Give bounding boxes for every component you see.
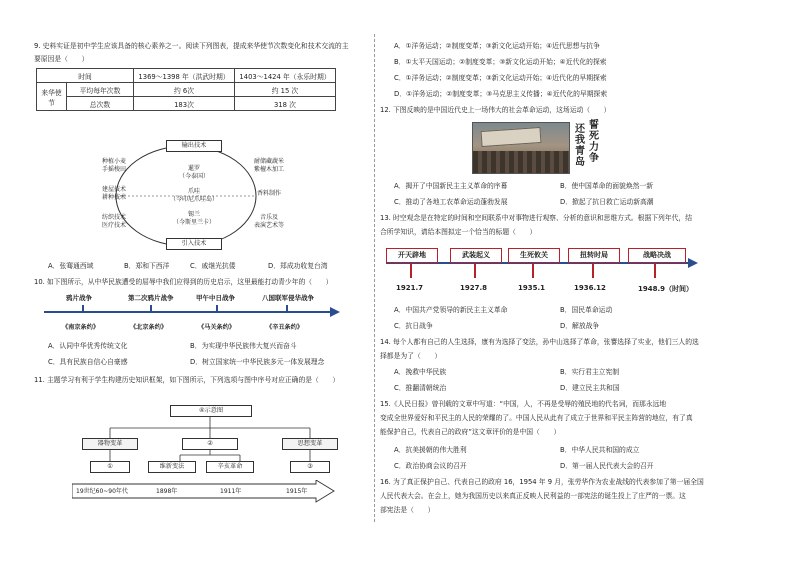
q11-option-c[interactable]: C．①洋务运动；②制度变革；③新文化运动开始；④近代化的早期探索 (394, 74, 607, 82)
q13-date: 1927.8 (460, 284, 488, 292)
q15-option-c[interactable]: C．政治协商会议的召开 (394, 462, 467, 470)
q10-treaty: 《南京条约》 (62, 324, 100, 331)
q13-tick (654, 264, 656, 278)
tech-label-right-3: 音乐及 表演艺术等 (253, 214, 284, 229)
q14-option-d[interactable]: D．建立民主共和国 (560, 384, 620, 392)
q15-option-a[interactable]: A．抗美援朝的伟大胜利 (394, 446, 467, 454)
q10-option-d[interactable]: D．树立国家统一中华民族多元一体发展理念 (190, 358, 325, 366)
q12-option-c[interactable]: C．推动了各地工农革命运动蓬勃发展 (394, 198, 508, 206)
q10-axis-arrow-icon (330, 306, 342, 318)
table-row-group: 来华使节 (37, 83, 67, 111)
q13-date: 1936.12 (574, 284, 606, 292)
q10-tick (286, 305, 288, 312)
q13-tick (474, 264, 476, 278)
q11-stem: 11. 主题学习有利于学生构建历史知识框架，如下图所示，下列选项与图中序号对应正确的是（ ） (34, 376, 340, 384)
q13-event-box: 生死攸关 (508, 248, 560, 263)
q9-option-c[interactable]: C．戚继光抗倭 (190, 262, 236, 270)
q13-option-b[interactable]: B．国民革命运动 (560, 306, 613, 314)
tech-label-right-2: 香料制作 (256, 190, 281, 197)
q10-event: 鸦片战争 (66, 294, 92, 302)
q11-option-b[interactable]: B．①太平天国运动；②制度变革；③新文化运动开始；④近代化的探索 (394, 58, 607, 66)
tech-label-left-1: 种植小麦 手摇梭田 (101, 158, 126, 173)
q16-stem-line3: 部宪法是（ ） (380, 506, 435, 514)
q11-top-box: ④示意图 (170, 405, 252, 417)
q11-time-4: 1915年 (286, 488, 308, 495)
q10-tick (150, 305, 152, 312)
table-header-time: 时间 (37, 69, 134, 83)
tech-label-left-3: 纺织技术 医疗技术 (101, 214, 126, 229)
q12-stem: 12. 下图反映的是中国近代史上一场伟大的社会革命运动，这场运动（ ） (380, 106, 611, 114)
q11-node-2: ② (182, 438, 238, 450)
may-fourth-protest-photo (472, 122, 570, 174)
q11-node-xinhai: 辛亥革命 (206, 461, 254, 473)
q9-option-d[interactable]: D．郑成功收复台湾 (268, 262, 328, 270)
q9-envoy-table (36, 68, 336, 111)
q13-option-c[interactable]: C．抗日战争 (394, 322, 433, 330)
q13-event-box: 开天辟地 (386, 248, 438, 263)
q12-option-b[interactable]: B．使中国革命的面貌焕然一新 (560, 182, 654, 190)
q15-stem-line3: 能保护自己，代表自己的政府”这文章评价的是中国（ ） (380, 428, 561, 436)
q11-node-artifact: 器物变革 (82, 438, 138, 450)
q11-option-a[interactable]: A．①洋务运动；②制度变革；③新文化运动开始；④近代思想与抗争 (394, 42, 600, 50)
table-cell: 约 6次 (134, 83, 235, 97)
q13-option-a[interactable]: A．中国共产党领导的新民主主义革命 (394, 306, 508, 314)
photo-crowd (473, 151, 570, 173)
q9-option-b[interactable]: B．郑和下西洋 (124, 262, 170, 270)
country-java: 爪哇 （今印尼爪哇岛） (169, 188, 218, 203)
q14-stem-line1: 14. 每个人都有自己的人生选择，康有为选择了变法，孙中山选择了革命，张謇选择了实业，他们三人的选 (380, 338, 699, 346)
q12-option-d[interactable]: D．掀起了抗日救亡运动新高潮 (560, 198, 654, 206)
q14-option-b[interactable]: B．实行君主立宪制 (560, 368, 620, 376)
country-ceylon: 锡兰 （今斯里兰卡） (172, 211, 215, 226)
q13-tick (532, 264, 534, 278)
table-header-yongle: 1403～1424 年（永乐时期） (235, 69, 336, 83)
q13-event-box: 扭转时局 (568, 248, 620, 263)
q13-date: 1921.7 (396, 284, 424, 292)
q10-tick (216, 305, 218, 312)
import-tech-box: 引入技术 (166, 238, 222, 250)
q11-time-2: 1898年 (156, 488, 178, 495)
q10-event: 八国联军侵华战争 (262, 294, 314, 302)
q13-event-box: 战略决战 (628, 248, 686, 263)
q9-stem-line2: 要原因是（ ） (34, 55, 89, 63)
q11-node-thought: 思想变革 (282, 438, 338, 450)
q10-treaty: 《北京条约》 (130, 324, 168, 331)
tech-label-left-2: 建屋技术 耕种技术 (101, 186, 126, 201)
q10-event: 甲午中日战争 (196, 294, 235, 302)
q13-tick (592, 264, 594, 278)
q10-axis-line (44, 311, 334, 313)
q16-stem-line2: 人民代表大会。在会上，她为我国历史以来真正反映人民利益的一部宪法的诞生投上了庄严的一票。这 (380, 492, 686, 500)
q13-stem-line2: 合所学知识，请给本图拟定一个恰当的标题（ ） (380, 228, 537, 236)
slogan-column-right: 誓 死 力 争 (589, 120, 599, 164)
q13-stem-line1: 13. 时空观念是在特定的时间和空间联系中对事物进行观察、分析的意识和思维方式。根据下列年代，结 (380, 214, 693, 222)
export-tech-box: 输出技术 (166, 140, 222, 152)
q11-option-d[interactable]: D．①洋务运动；②制度变革；③马克思主义传播；④近代化的早期探索 (394, 90, 608, 98)
q13-option-d[interactable]: D．解放战争 (560, 322, 600, 330)
q9-stem-line1: 9. 史料实证是初中学生应该具备的核心素养之一。阅读下列图表，提成来华使节次数变化和技术交流的主 (34, 42, 349, 50)
q10-treaty: 《马关条约》 (198, 324, 236, 331)
column-divider (374, 34, 375, 522)
q10-option-b[interactable]: B．为实现中华民族伟大复兴而奋斗 (190, 342, 297, 350)
table-row-label: 平均每年次数 (67, 83, 134, 97)
q11-time-1: 19世纪60~90年代 (76, 488, 128, 495)
q16-stem-line1: 16. 为了真正保护自己、代表自己的政府 16，1954 年 9 月，张劳华作为农业战线的代表参加了第一届全国 (380, 478, 704, 486)
q13-date: 1935.1 (518, 284, 546, 292)
q10-event: 第二次鸦片战争 (128, 294, 174, 302)
q10-treaty: 《辛丑条约》 (266, 324, 304, 331)
q10-option-c[interactable]: C．具有民族自信心自豪感 (48, 358, 128, 366)
q14-stem-line2: 择都是为了（ ） (380, 352, 442, 360)
q13-date: 1948.9（时间） (638, 285, 694, 293)
q15-option-b[interactable]: B．中华人民共和国的成立 (560, 446, 640, 454)
q10-stem: 10. 如下图所示，从中华民族遭受的屈辱中我们应得到的历史启示，这里最能打动青少年的（ ） (34, 278, 333, 286)
table-row-label: 总次数 (67, 97, 134, 111)
q10-option-a[interactable]: A．认同中华优秀传统文化 (48, 342, 128, 350)
table-cell: 约 15 次 (235, 83, 336, 97)
q13-event-box: 武装起义 (450, 248, 502, 263)
slogan-column-left: 还 我 青 岛 (575, 124, 585, 168)
q11-time-3: 1911年 (220, 488, 242, 495)
q14-option-a[interactable]: A．挽救中华民族 (394, 368, 447, 376)
q11-node-3: ③ (290, 461, 330, 473)
table-cell: 318 次 (235, 97, 336, 111)
table-header-hongwu: 1369～1398 年（洪武时期） (134, 69, 235, 83)
q10-tick (82, 305, 84, 312)
photo-banner (481, 127, 542, 147)
q13-tick (410, 264, 412, 278)
country-siam: 暹罗 （今泰国） (178, 165, 209, 180)
q15-stem-line2: 变成全世界爱好和平民主的人民的荣耀的了。中国人民从此有了成立于世界和平民主阵营的地位，有了真 (380, 414, 693, 422)
q11-node-reform: 维新变法 (148, 461, 196, 473)
table-cell: 183次 (134, 97, 235, 111)
q14-option-c[interactable]: C．推翻清朝统治 (394, 384, 447, 392)
q11-node-1: ① (90, 461, 130, 473)
q13-axis-arrow-icon (688, 257, 700, 269)
tech-label-right-1: 耐储藏蔬米 紫檀木加工 (253, 158, 284, 173)
q9-option-a[interactable]: A．张骞通西域 (48, 262, 94, 270)
q15-stem-line1: 15.《人民日报》曾刊载的文章中写道：“中国，人，不再是受辱的殖民地的代名词，而那永远地 (380, 400, 667, 408)
q12-option-a[interactable]: A．揭开了中国新民主主义革命的序幕 (394, 182, 508, 190)
q15-option-d[interactable]: D．第一届人民代表大会的召开 (560, 462, 654, 470)
